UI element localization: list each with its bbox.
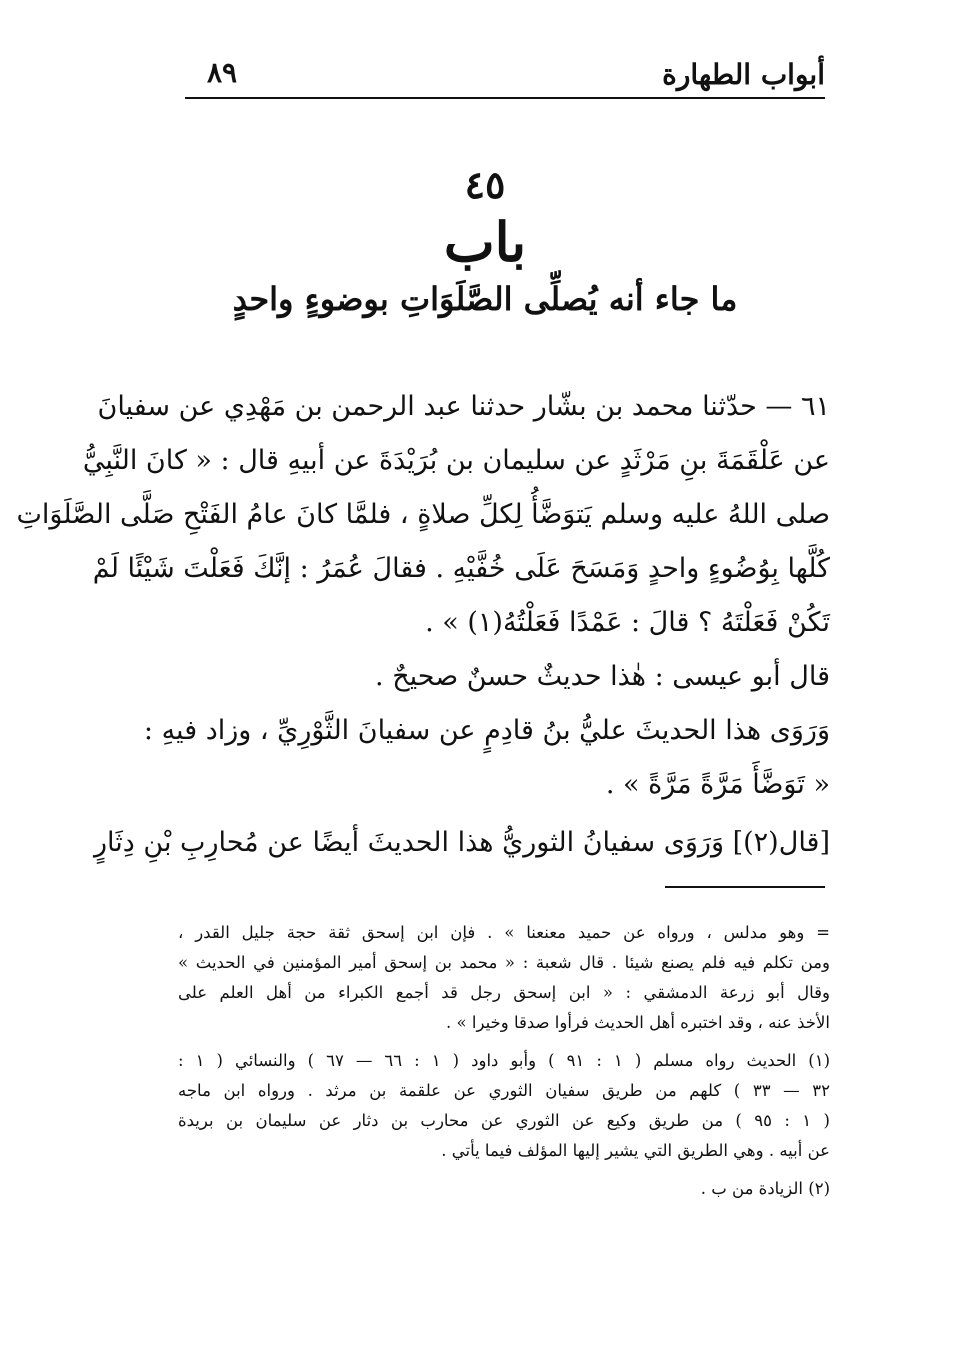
header-rule (185, 97, 825, 99)
footnote-rule (665, 886, 825, 888)
body-line: وَرَوَى هذا الحديثَ عليُّ بنُ قادِمٍ عن سفيانَ الثَّوْرِيِّ ، وزاد فيهِ : (143, 715, 830, 746)
running-header (185, 52, 825, 102)
body-line: كُلَّها بِوُضُوءٍ واحدٍ وَمَسَحَ عَلَى خُفَّيْهِ . فقالَ عُمَرُ : إنَّكَ فَعَلْتَ شَيْئًا لَمْ (92, 553, 830, 584)
footnote-line: وقال أبو زرعة الدمشقي : « ابن إسحق رجل قد أجمع الكبراء من أهل العلم على (178, 983, 830, 1002)
footnote-line: = وهو مدلس ، ورواه عن حميد معنعنا » . فإن ابن إسحق ثقة حجة جليل القدر ، (178, 923, 830, 942)
chapter-number: ٤٥ (464, 162, 506, 207)
footnote-line: (١) الحديث رواه مسلم ( ١ : ٩١ ) وأبو داود ( ١ : ٦٦ — ٦٧ ) والنسائي ( ١ : (178, 1051, 830, 1070)
hadith-body (16, 380, 830, 874)
body-line: « تَوَضَّأَ مَرَّةً مَرَّةً » . (605, 769, 830, 800)
body-line: ٦١ — حدّثنا محمد بن بشّار حدثنا عبد الرحمن بن مَهْدِي عن سفيانَ (97, 391, 830, 422)
footnote-line: الأخذ عنه ، وقد اختبره أهل الحديث فرأوا صدقا وخيرا » . (446, 1013, 830, 1032)
chapter-heading: ما جاء أنه يُصلِّى الصَّلَوَاتِ بوضوءٍ واحدٍ (232, 280, 738, 318)
body-line: صلى اللهُ عليه وسلم يَتوَضَّأُ لِكلِّ صلاةٍ ، فلمَّا كانَ عامُ الفَتْحِ صَلَّى الصَّلَوَاتِ (16, 499, 830, 530)
body-line: [قال(٢)] وَرَوَى سفيانُ الثوريُّ هذا الحديثَ أيضًا عن مُحارِبِ بْنِ دِثَارٍ (94, 827, 830, 858)
footnote-line: عن أبيه . وهي الطريق التي يشير إليها المؤلف فيما يأتي . (441, 1141, 830, 1160)
footnote-line: ومن تكلم فيه فلم يصنع شيئا . قال شعبة : « محمد بن إسحق أمير المؤمنين في الحديث » (178, 953, 830, 972)
body-line: تَكُنْ فَعَلْتَهُ ؟ قالَ : عَمْدًا فَعَلْتُهُ(١) » . (425, 607, 830, 638)
chapter-label: باب (443, 210, 527, 274)
body-line: قال أبو عيسى : هٰذا حديثٌ حسنٌ صحيحٌ . (375, 661, 830, 692)
running-header-title: أبواب الطهارة (662, 58, 825, 91)
footnote-line: (٢) الزيادة من ب . (700, 1179, 830, 1198)
page-number: ٨٩ (207, 56, 238, 89)
body-line: عن عَلْقَمَةَ بنِ مَرْثَدٍ عن سليمان بن بُرَيْدَةَ عن أبيهِ قال : « كانَ النَّبِيُّ (82, 445, 830, 476)
footnotes (178, 918, 830, 1204)
footnote-line: ( ١ : ٩٥ ) من طريق وكيع عن الثوري عن محارب بن دثار عن سليمان بن بريدة (178, 1111, 830, 1130)
footnote-line: ٣٢ — ٣٣ ) كلهم من طريق سفيان الثوري عن علقمة بن مرثد . ورواه ابن ماجه (178, 1081, 830, 1100)
